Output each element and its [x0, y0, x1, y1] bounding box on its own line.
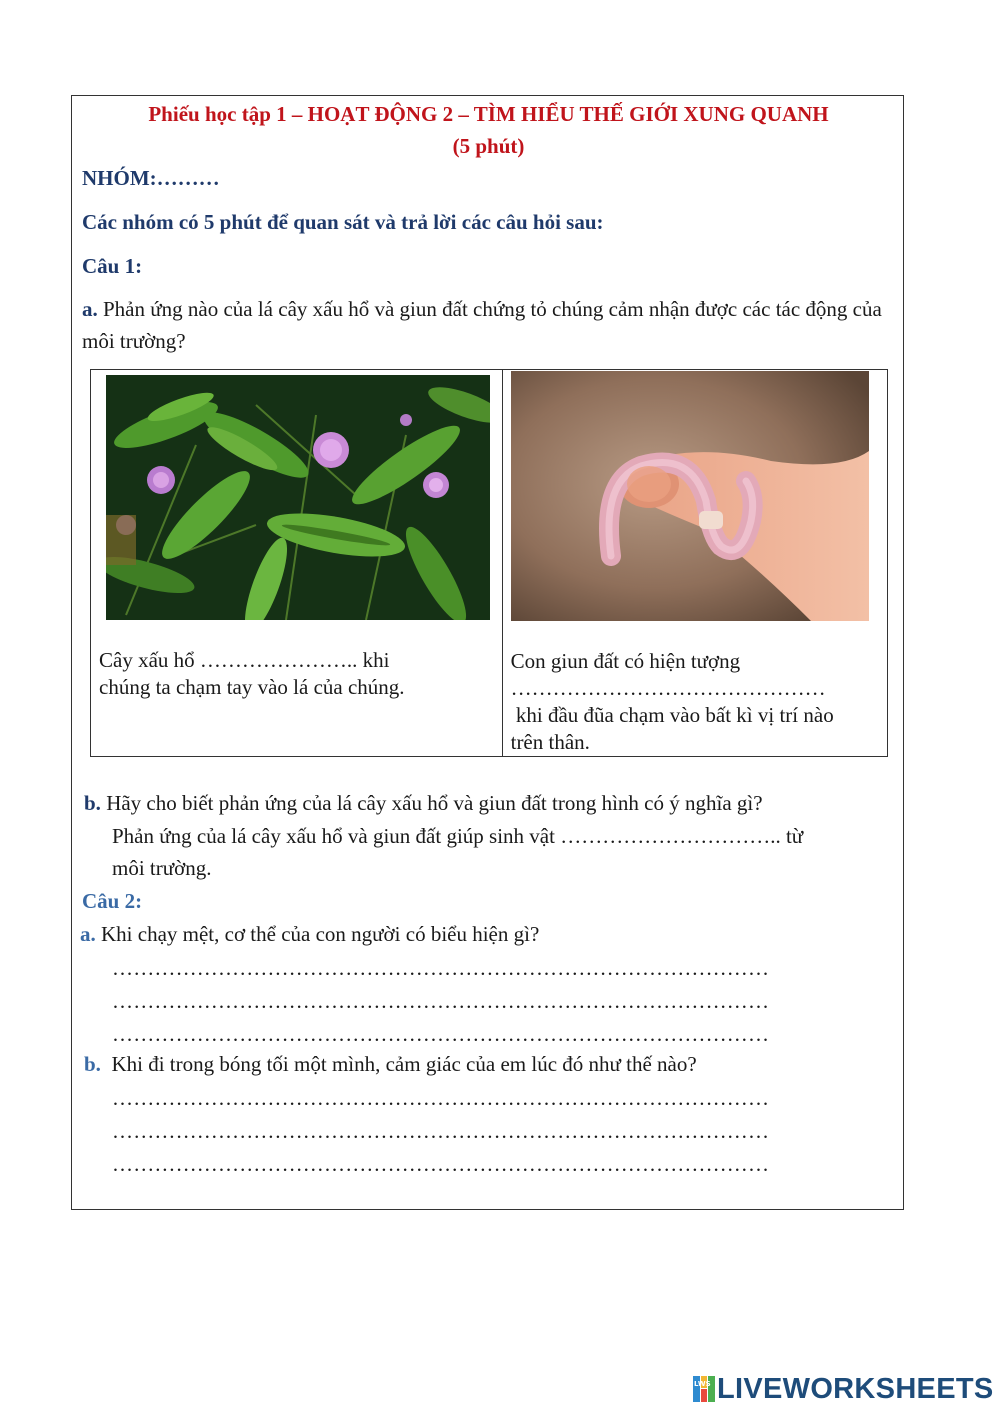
group-label: NHÓM:……… [82, 166, 220, 190]
worm-cell [502, 370, 887, 757]
question-1b-text: Hãy cho biết phản ứng của lá cây xấu hổ và giun đất trong hình có ý nghĩa gì? [100, 791, 763, 815]
worm-caption-line1: Con giun đất có hiện tượng [510, 649, 741, 673]
question-1a-label: a. [82, 297, 98, 321]
question-2-heading: Câu 2: [82, 889, 143, 913]
liveworksheets-logo-icon [693, 1376, 715, 1402]
question-1a-text: Phản ứng nào của lá cây xấu hổ và giun đất chứng tỏ chúng cảm nhận được các tác động của môi trường? [82, 297, 882, 353]
question-2a [80, 918, 539, 950]
question-1-heading: Câu 1: [82, 254, 143, 278]
question-1b-answer-line2: môi trường. [112, 856, 212, 880]
worksheet-duration: (5 phút) [452, 134, 525, 158]
earthworm-image [511, 371, 869, 621]
question-2a-text: Khi chạy mệt, cơ thể của con người có biểu hiện gì? [95, 922, 540, 946]
svg-text:LWS: LWS [694, 1380, 711, 1388]
plant-caption [91, 620, 502, 701]
instruction: Các nhóm có 5 phút để quan sát và trả lời các câu hỏi sau: [82, 210, 604, 234]
mimosa-plant-image [106, 375, 490, 620]
question-1a [82, 293, 900, 357]
worm-caption-line3: khi đầu đũa chạm vào bất kì vị trí nào [510, 703, 834, 727]
worm-caption-line4: trên thân. [510, 730, 590, 754]
plant-caption-line2: chúng ta chạm tay vào lá của chúng. [99, 675, 405, 699]
answer-line[interactable]: ………………………………………………………………………………… [112, 1022, 770, 1046]
worm-caption [503, 621, 887, 756]
plant-cell [91, 370, 503, 757]
question-1b-label: b. [84, 791, 101, 815]
answer-line[interactable]: ………………………………………………………………………………… [112, 1119, 770, 1143]
liveworksheets-logo[interactable] [693, 1373, 994, 1405]
image-table [90, 369, 888, 757]
question-2b-label: b. [84, 1052, 101, 1076]
question-2b [84, 1048, 697, 1080]
answer-line[interactable]: ………………………………………………………………………………… [112, 1086, 770, 1110]
question-1b [84, 787, 763, 819]
worksheet-title: Phiếu học tập 1 – HOẠT ĐỘNG 2 – TÌM HIỂU THẾ GIỚI XUNG QUANH [148, 102, 829, 126]
answer-line[interactable]: ………………………………………………………………………………… [112, 956, 770, 980]
answer-line[interactable]: ………………………………………………………………………………… [112, 1152, 770, 1176]
question-2a-label: a. [80, 922, 96, 946]
question-1b-answer-line1: Phản ứng của lá cây xấu hổ và giun đất giúp sinh vật ………………………….. từ [112, 824, 804, 848]
worksheet-frame [71, 95, 904, 1210]
plant-caption-line1: Cây xấu hổ ………………….. khi [99, 648, 390, 672]
liveworksheets-logo-text: LIVEWORKSHEETS [717, 1372, 994, 1405]
answer-line[interactable]: ………………………………………………………………………………… [112, 989, 770, 1013]
worm-caption-line2: ……………………………………… [510, 676, 826, 700]
question-2b-text: Khi đi trong bóng tối một mình, cảm giác của em lúc đó như thế nào? [100, 1052, 697, 1076]
